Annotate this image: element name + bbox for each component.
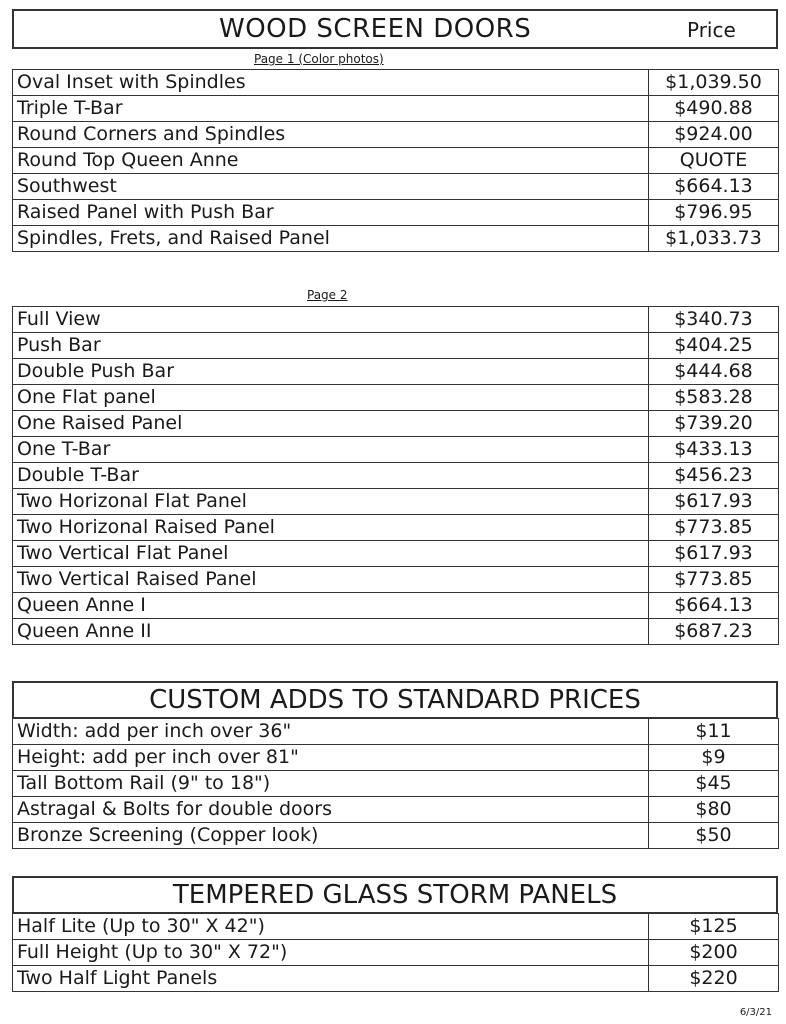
table-row xyxy=(13,148,779,174)
item-price: $583.28 xyxy=(649,385,779,411)
item-price: $617.93 xyxy=(649,489,779,515)
item-price: $9 xyxy=(649,745,779,771)
item-price: $11 xyxy=(649,719,779,745)
item-price: $80 xyxy=(649,797,779,823)
item-price: $200 xyxy=(649,940,779,966)
item-name: Two Horizonal Raised Panel xyxy=(13,515,649,541)
table-row xyxy=(13,437,779,463)
item-price: $456.23 xyxy=(649,463,779,489)
item-name: Width: add per inch over 36" xyxy=(13,719,649,745)
table-row xyxy=(13,515,779,541)
item-name: Full View xyxy=(13,307,649,333)
table-row xyxy=(13,966,779,992)
item-price: $796.95 xyxy=(649,200,779,226)
table-row xyxy=(13,771,779,797)
table-row xyxy=(13,226,779,252)
custom-adds-table xyxy=(12,718,779,849)
item-name: One T-Bar xyxy=(13,437,649,463)
item-name: Two Half Light Panels xyxy=(13,966,649,992)
item-price: $50 xyxy=(649,823,779,849)
document-date: 6/3/21 xyxy=(739,1007,772,1018)
item-price: $924.00 xyxy=(649,122,779,148)
item-price: $773.85 xyxy=(649,567,779,593)
item-name: Height: add per inch over 81" xyxy=(13,745,649,771)
table-row xyxy=(13,940,779,966)
item-price: $45 xyxy=(649,771,779,797)
table-row xyxy=(13,719,779,745)
item-name: Two Vertical Flat Panel xyxy=(13,541,649,567)
table-row xyxy=(13,797,779,823)
item-name: Push Bar xyxy=(13,333,649,359)
table-row xyxy=(13,745,779,771)
table-row xyxy=(13,70,779,96)
table-row xyxy=(13,914,779,940)
table-row xyxy=(13,96,779,122)
item-price: $617.93 xyxy=(649,541,779,567)
item-name: One Raised Panel xyxy=(13,411,649,437)
table-row xyxy=(13,463,779,489)
table-row xyxy=(13,619,779,645)
item-price: $1,039.50 xyxy=(649,70,779,96)
item-price: $433.13 xyxy=(649,437,779,463)
page1-price-table xyxy=(12,69,779,252)
item-price: $125 xyxy=(649,914,779,940)
item-name: Triple T-Bar xyxy=(13,96,649,122)
item-price: $773.85 xyxy=(649,515,779,541)
item-price: $404.25 xyxy=(649,333,779,359)
item-price: QUOTE xyxy=(649,148,779,174)
storm-panels-title: TEMPERED GLASS STORM PANELS xyxy=(172,880,618,910)
item-name: Queen Anne I xyxy=(13,593,649,619)
item-name: Round Corners and Spindles xyxy=(13,122,649,148)
page2-price-table xyxy=(12,306,779,645)
item-price: $340.73 xyxy=(649,307,779,333)
table-row xyxy=(13,385,779,411)
item-name: Double Push Bar xyxy=(13,359,649,385)
item-name: Double T-Bar xyxy=(13,463,649,489)
item-name: Tall Bottom Rail (9" to 18") xyxy=(13,771,649,797)
custom-adds-header xyxy=(12,681,778,719)
item-name: Full Height (Up to 30" X 72") xyxy=(13,940,649,966)
table-row xyxy=(13,307,779,333)
item-price: $220 xyxy=(649,966,779,992)
item-name: Oval Inset with Spindles xyxy=(13,70,649,96)
item-name: Round Top Queen Anne xyxy=(13,148,649,174)
item-name: Two Vertical Raised Panel xyxy=(13,567,649,593)
item-price: $664.13 xyxy=(649,593,779,619)
item-price: $687.23 xyxy=(649,619,779,645)
table-row xyxy=(13,174,779,200)
table-row xyxy=(13,823,779,849)
item-name: Spindles, Frets, and Raised Panel xyxy=(13,226,649,252)
item-price: $490.88 xyxy=(649,96,779,122)
item-name: Queen Anne II xyxy=(13,619,649,645)
table-row xyxy=(13,567,779,593)
table-row xyxy=(13,593,779,619)
table-row xyxy=(13,541,779,567)
item-name: Bronze Screening (Copper look) xyxy=(13,823,649,849)
table-row xyxy=(13,333,779,359)
item-name: Half Lite (Up to 30" X 42") xyxy=(13,914,649,940)
item-price: $664.13 xyxy=(649,174,779,200)
table-row xyxy=(13,489,779,515)
item-name: Southwest xyxy=(13,174,649,200)
header-box xyxy=(12,9,778,49)
price-column-label: Price xyxy=(687,18,736,42)
storm-panels-header xyxy=(12,876,778,914)
item-price: $1,033.73 xyxy=(649,226,779,252)
table-row xyxy=(13,359,779,385)
item-name: One Flat panel xyxy=(13,385,649,411)
item-name: Raised Panel with Push Bar xyxy=(13,200,649,226)
item-price: $739.20 xyxy=(649,411,779,437)
table-row xyxy=(13,122,779,148)
table-row xyxy=(13,200,779,226)
item-name: Two Horizonal Flat Panel xyxy=(13,489,649,515)
storm-panels-table xyxy=(12,913,779,992)
item-name: Astragal & Bolts for double doors xyxy=(13,797,649,823)
item-price: $444.68 xyxy=(649,359,779,385)
page1-label: Page 1 (Color photos) xyxy=(254,52,384,66)
custom-adds-title: CUSTOM ADDS TO STANDARD PRICES xyxy=(149,685,641,715)
page2-label: Page 2 xyxy=(307,288,348,302)
page-title: WOOD SCREEN DOORS xyxy=(219,14,532,44)
table-row xyxy=(13,411,779,437)
